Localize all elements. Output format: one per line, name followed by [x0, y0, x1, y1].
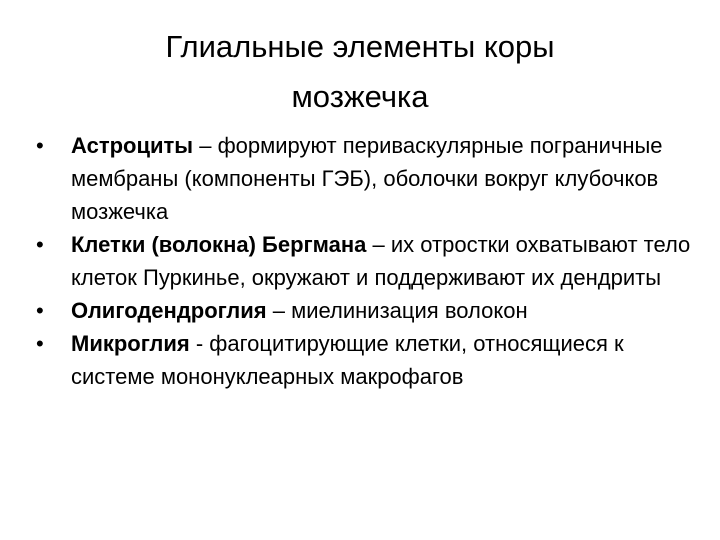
bullet-list [36, 129, 700, 393]
slide-title [60, 22, 660, 122]
bullet-item-oligodendroglia [36, 294, 700, 327]
bullet-dot-icon: • [36, 331, 44, 356]
slide-title-line-1: Глиальные элементы коры [165, 29, 555, 64]
bullet-text: – формируют периваскулярные пограничные мембраны (компоненты ГЭБ), оболочки вокруг клубочков мозжечка [71, 133, 663, 224]
bullet-term: Клетки (волокна) Бергмана [71, 232, 367, 257]
bullet-text: – их отростки охватывают тело клеток Пуркинье, окружают и поддерживают их дендриты [71, 232, 691, 290]
bullet-dot-icon: • [36, 232, 44, 257]
bullet-item-bergmann [36, 228, 700, 294]
bullet-term: Астроциты [71, 133, 194, 158]
bullet-term: Микроглия [71, 331, 190, 356]
bullet-text: - фагоцитирующие клетки, относящиеся к системе мононуклеарных макрофагов [71, 331, 624, 389]
bullet-item-astrocytes [36, 129, 700, 228]
bullet-item-microglia [36, 327, 700, 393]
bullet-dot-icon: • [36, 133, 44, 158]
bullet-text: – миелинизация волокон [266, 298, 528, 323]
bullet-term: Олигодендроглия [71, 298, 267, 323]
bullet-dot-icon: • [36, 298, 44, 323]
slide-title-line-2: мозжечка [291, 79, 429, 114]
